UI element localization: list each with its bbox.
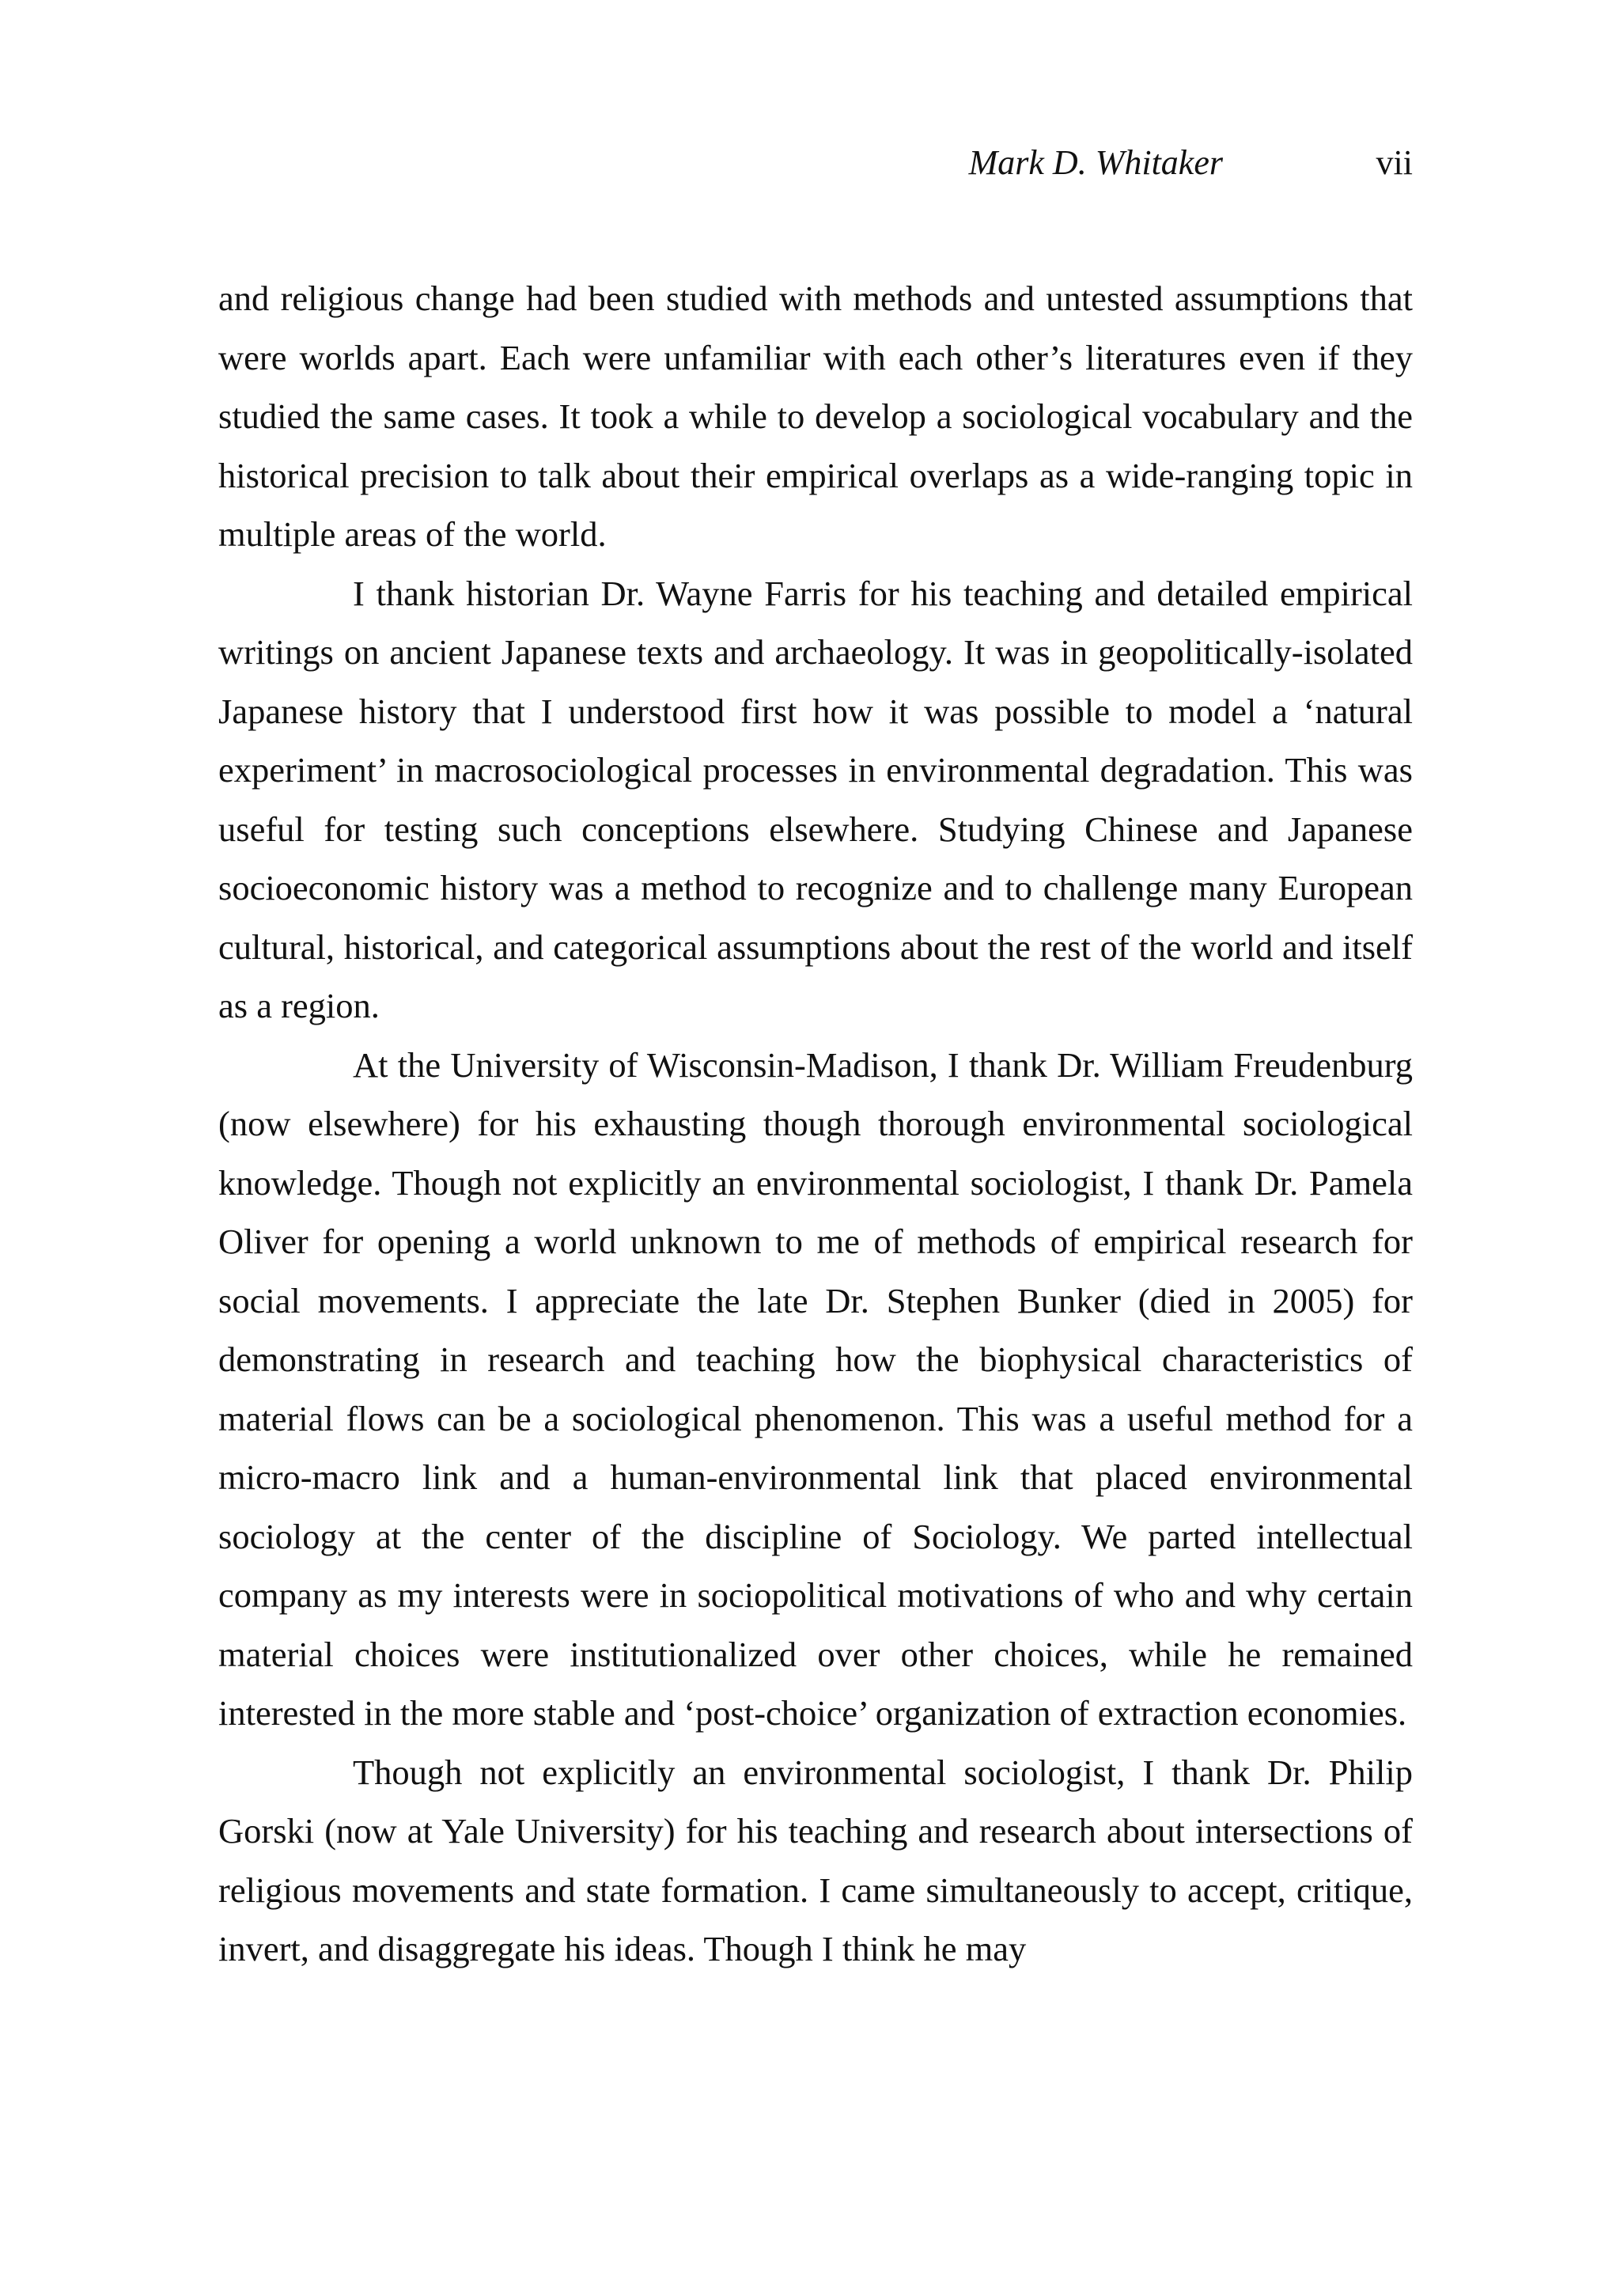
running-head-author: Mark D. Whitaker <box>968 143 1223 182</box>
page-number: vii <box>1376 143 1413 182</box>
running-head <box>218 139 1413 187</box>
paragraph-wisconsin: At the University of Wisconsin-Madison, I thank Dr. William Freudenburg (now elsewhere) for his exhausting though thorough environmental sociological knowledge. Though not explicitly an environmental sociologist, I thank Dr. Pamela Oliver for opening a world unknown to me of methods of empirical research for social movements. I appreciate the late Dr. Stephen Bunker (died in 2005) for demonstrating in research and teaching how the biophysical characteristics of material flows can be a sociological phenomenon. This was a useful method for a micro-macro link and a human-environmental link that placed environmental sociology at the center of the discipline of Sociology. We parted intellectual company as my interests were in sociopolitical motivations of who and why certain material choices were institutionalized over other choices, while he remained interested in the more stable and ‘post-choice’ organization of extraction economies. <box>218 1044 1413 1733</box>
paragraph-continued: and religious change had been studied with methods and untested assumptions that were worlds apart. Each were unfamiliar with each other’s literatures even if they studied the same cases. It took a while to develop a sociological vocabulary and the historical precision to talk about their empirical overlaps as a wide-ranging topic in multiple areas of the world. <box>218 278 1413 554</box>
body-text <box>218 269 1413 1979</box>
paragraph-farris: I thank historian Dr. Wayne Farris for his teaching and detailed empirical writings on ancient Japanese texts and archaeology. It was in geopolitically-isolated Japanese history that I understood first how it was possible to model a ‘natural experiment’ in macrosociological processes in environmental degradation. This was useful for testing such conceptions elsewhere. Studying Chinese and Japanese socioeconomic history was a method to recognize and to challenge many European cultural, historical, and categorical assumptions about the rest of the world and itself as a region. <box>218 573 1413 1025</box>
paragraph-gorski: Though not explicitly an environmental sociologist, I thank Dr. Philip Gorski (now at Yale University) for his teaching and research about intersections of religious movements and state formation. I came simultaneously to accept, critique, invert, and disaggregate his ideas. Though I think he may <box>218 1752 1413 1968</box>
